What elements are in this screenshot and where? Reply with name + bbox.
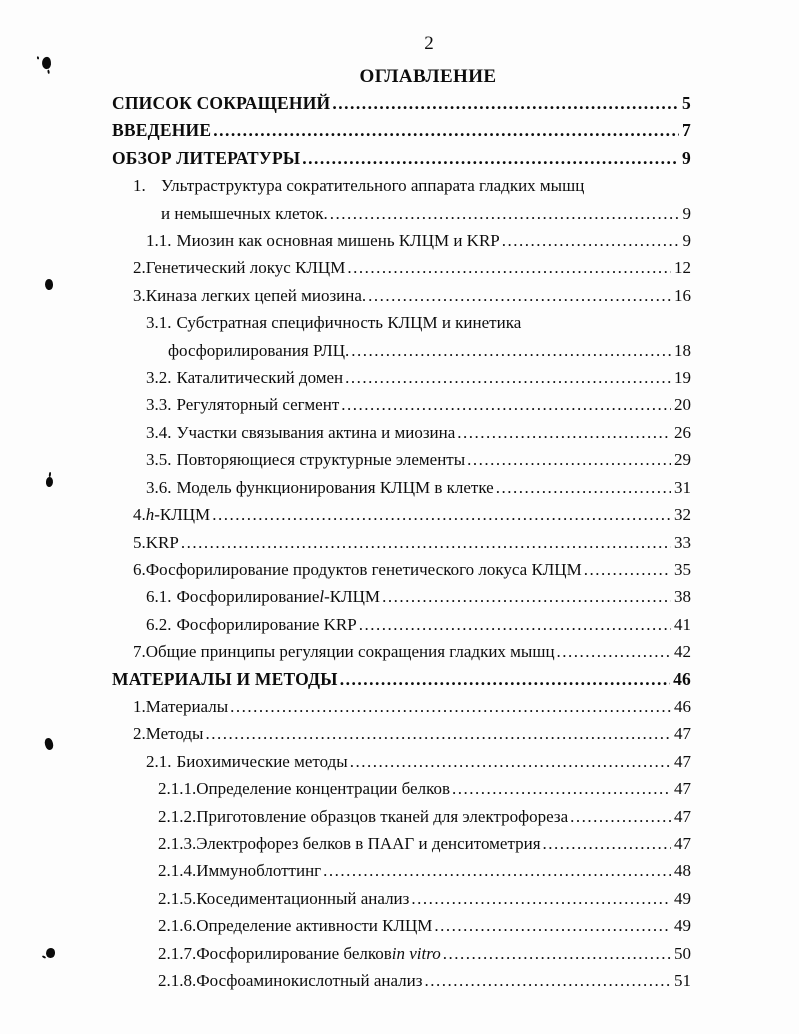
entry-number: 3.5. xyxy=(146,450,172,470)
entry-number: 5. xyxy=(133,532,146,552)
entry-number: 2. xyxy=(133,258,146,278)
entry-page-number: 49 xyxy=(674,916,691,936)
toc-entry-line xyxy=(100,830,691,857)
toc-entry-line xyxy=(100,337,691,364)
toc-entry xyxy=(100,172,691,227)
entry-label-italic: l xyxy=(319,587,325,607)
toc-entry xyxy=(100,693,691,720)
dot-leader xyxy=(368,282,671,309)
entry-number: 2.1.6. xyxy=(158,916,197,936)
dot-leader xyxy=(332,90,679,117)
entry-number: 6.1. xyxy=(146,587,172,607)
dot-leader xyxy=(230,693,671,720)
entry-number: 3.2. xyxy=(146,368,172,388)
ink-blot xyxy=(44,737,55,751)
entry-page-number: 41 xyxy=(674,614,691,634)
toc-entry-line xyxy=(100,940,691,967)
entry-page-number: 50 xyxy=(674,943,691,963)
toc-entry xyxy=(100,885,691,912)
dot-leader xyxy=(502,227,680,254)
toc-entry-line xyxy=(100,748,691,775)
dot-leader xyxy=(350,748,671,775)
entry-label: Общие принципы регуляции сокращения гладких мышц xyxy=(145,642,555,662)
entry-label: Миозин как основная мишень КЛЦМ и KRP xyxy=(176,231,500,251)
entry-page-number: 47 xyxy=(674,751,691,771)
entry-page-number: 5 xyxy=(682,93,691,113)
entry-number: 6. xyxy=(133,559,146,579)
toc-entry-line xyxy=(100,309,691,336)
toc-entry xyxy=(100,90,691,117)
entry-label: Приготовление образцов тканей для электрофореза xyxy=(196,806,569,826)
entry-label: KRP xyxy=(145,532,179,552)
toc-entry xyxy=(100,720,691,747)
entry-number: 7. xyxy=(133,642,146,662)
entry-number: 2.1.4. xyxy=(158,861,197,881)
entry-number: 3. xyxy=(133,285,146,305)
toc-entry-line xyxy=(100,474,691,501)
toc-entry-line xyxy=(100,529,691,556)
entry-label: Определение активности КЛЦМ xyxy=(196,916,433,936)
entry-label: Биохимические методы xyxy=(176,751,348,771)
entry-label: Ультраструктура сократительного аппарата гладких мышц xyxy=(161,176,585,196)
entry-page-number: 19 xyxy=(674,368,691,388)
toc-entry xyxy=(100,775,691,802)
toc-entry-line xyxy=(100,172,691,199)
entry-page-number: 38 xyxy=(674,587,691,607)
entry-number: 2.1.3. xyxy=(158,833,197,853)
dot-leader xyxy=(382,583,671,610)
ink-blot xyxy=(45,279,53,290)
dot-leader xyxy=(424,967,671,994)
entry-number: 2.1.5. xyxy=(158,888,197,908)
toc-entry-line xyxy=(100,446,691,473)
entry-page-number: 7 xyxy=(682,120,691,141)
dot-leader xyxy=(457,419,671,446)
entry-label: Модель функционирования КЛЦМ в клетке xyxy=(176,477,494,497)
ink-blot xyxy=(41,56,52,69)
dot-leader xyxy=(347,254,671,281)
toc-entry-line xyxy=(100,885,691,912)
dot-leader xyxy=(467,446,671,473)
toc-entry-line xyxy=(100,666,691,693)
toc-entry-line xyxy=(100,912,691,939)
toc-entry xyxy=(100,282,691,309)
toc-entry-line xyxy=(100,419,691,446)
toc-entry xyxy=(100,419,691,446)
entry-label: и немышечных клеток. xyxy=(161,203,328,223)
toc-entry-line xyxy=(100,857,691,884)
toc-entry xyxy=(100,803,691,830)
entry-label: ВВЕДЕНИЕ xyxy=(112,120,212,141)
entry-number: 2. xyxy=(133,724,146,744)
entry-label: Генетический локус КЛЦМ xyxy=(145,258,346,278)
toc-entry xyxy=(100,830,691,857)
dot-leader xyxy=(452,775,671,802)
toc-entry-line xyxy=(100,803,691,830)
toc-entry-line xyxy=(100,227,691,254)
toc-entry-line xyxy=(100,583,691,610)
entry-page-number: 9 xyxy=(682,203,691,223)
toc-entry-line xyxy=(100,967,691,994)
entry-page-number: 26 xyxy=(674,422,691,442)
toc-entry xyxy=(100,227,691,254)
toc-entry-line xyxy=(100,720,691,747)
entry-page-number: 20 xyxy=(674,395,691,415)
entry-label: Фосфорилирование xyxy=(176,587,320,607)
toc-entry xyxy=(100,912,691,939)
toc-entry-line xyxy=(100,611,691,638)
toc-entry-line xyxy=(100,364,691,391)
dot-leader xyxy=(584,556,671,583)
entry-page-number: 42 xyxy=(674,642,691,662)
entry-page-number: 46 xyxy=(673,668,691,689)
toc-entry xyxy=(100,857,691,884)
dot-leader xyxy=(302,145,679,172)
entry-number: 3.4. xyxy=(146,422,172,442)
entry-label: фосфорилирования РЛЦ. xyxy=(168,340,350,360)
entry-label: Участки связывания актина и миозина xyxy=(176,422,456,442)
dot-leader xyxy=(212,501,671,528)
dot-leader xyxy=(557,638,671,665)
entry-page-number: 29 xyxy=(674,450,691,470)
toc-entry xyxy=(100,145,691,172)
entry-page-number: 9 xyxy=(682,147,691,168)
dot-leader xyxy=(411,885,671,912)
entry-label: Фосфоаминокислотный анализ xyxy=(196,971,423,990)
toc-entry xyxy=(100,967,691,994)
entry-label: Каталитический домен xyxy=(176,368,344,388)
toc-entry xyxy=(100,501,691,528)
toc-entry xyxy=(100,364,691,391)
toc-entry xyxy=(100,638,691,665)
entry-label: Иммуноблоттинг xyxy=(196,861,322,881)
dot-leader xyxy=(341,391,671,418)
entry-label: Электрофорез белков в ПААГ и денситометрия xyxy=(196,833,541,853)
toc-entry-line xyxy=(100,693,691,720)
entry-page-number: 18 xyxy=(674,340,691,360)
toc-entry-line xyxy=(100,254,691,281)
entry-number: 4. xyxy=(133,505,146,525)
entry-page-number: 16 xyxy=(674,285,691,305)
entry-page-number: 51 xyxy=(674,971,691,990)
entry-label: Методы xyxy=(145,724,204,744)
entry-number: 1.1. xyxy=(146,231,172,251)
entry-label: Субстратная специфичность КЛЦМ и кинетика xyxy=(176,313,522,333)
toc-title: ОГЛАВЛЕНИЕ xyxy=(359,66,497,87)
entry-label: Фосфорилирование белков xyxy=(196,943,392,963)
entry-page-number: 33 xyxy=(674,532,691,552)
entry-label: -КЛЦМ xyxy=(324,587,381,607)
entry-page-number: 48 xyxy=(674,861,691,881)
toc-entry-line xyxy=(100,200,691,227)
dot-leader xyxy=(443,940,671,967)
entry-label: Киназа легких цепей миозина. xyxy=(145,285,367,305)
dot-leader xyxy=(434,912,671,939)
entry-label: Коседиментационный анализ xyxy=(196,888,410,908)
entry-page-number: 32 xyxy=(674,505,691,525)
toc-entry xyxy=(100,583,691,610)
toc-entry-line xyxy=(100,145,691,172)
entry-number: 3.6. xyxy=(146,477,172,497)
entry-label: Материалы xyxy=(145,696,229,716)
toc-entry-line xyxy=(100,117,691,144)
dot-leader xyxy=(543,830,671,857)
toc-entry-line xyxy=(100,556,691,583)
toc-entry xyxy=(100,556,691,583)
dot-leader xyxy=(570,803,671,830)
toc-entry xyxy=(100,446,691,473)
dot-leader xyxy=(340,666,670,693)
entry-number: 1. xyxy=(133,696,146,716)
toc-entry xyxy=(100,474,691,501)
entry-label: Регуляторный сегмент xyxy=(176,395,340,415)
entry-page-number: 31 xyxy=(674,477,691,497)
entry-number: 1. xyxy=(133,176,146,196)
entry-label: Определение концентрации белков xyxy=(196,779,450,799)
entry-label: МАТЕРИАЛЫ И МЕТОДЫ xyxy=(112,668,338,689)
toc-entry xyxy=(100,254,691,281)
table-of-contents xyxy=(100,90,691,994)
entry-page-number: 12 xyxy=(674,258,691,278)
toc-entry xyxy=(100,611,691,638)
dot-leader xyxy=(213,117,679,144)
entry-page-number: 9 xyxy=(682,231,691,251)
dot-leader xyxy=(359,611,671,638)
entry-number: 2.1.7. xyxy=(158,943,197,963)
ink-blot xyxy=(45,477,53,488)
entry-label: Фосфорилирование продуктов генетического локуса КЛЦМ xyxy=(145,559,582,579)
toc-entry-line xyxy=(100,391,691,418)
dot-leader xyxy=(181,529,671,556)
toc-entry-line xyxy=(100,775,691,802)
entry-page-number: 47 xyxy=(674,779,691,799)
toc-entry xyxy=(100,940,691,967)
toc-entry-line xyxy=(100,282,691,309)
entry-number: 2.1.8. xyxy=(158,971,197,990)
toc-entry xyxy=(100,666,691,693)
toc-entry xyxy=(100,309,691,364)
dot-leader xyxy=(205,720,671,747)
entry-number: 2.1. xyxy=(146,751,172,771)
dot-leader xyxy=(345,364,671,391)
ink-blot xyxy=(46,948,55,958)
dot-leader xyxy=(330,200,680,227)
entry-number: 2.1.1. xyxy=(158,779,197,799)
page-number: 2 xyxy=(424,33,434,54)
dot-leader xyxy=(323,857,671,884)
entry-page-number: 46 xyxy=(674,696,691,716)
dot-leader xyxy=(351,337,671,364)
entry-number: 3.1. xyxy=(146,313,172,333)
entry-label-italic: h xyxy=(145,505,155,525)
dot-leader xyxy=(496,474,671,501)
toc-entry xyxy=(100,117,691,144)
entry-number: 3.3. xyxy=(146,395,172,415)
entry-label: Повторяющиеся структурные элементы xyxy=(176,450,466,470)
entry-label: Фосфорилирование KRP xyxy=(176,614,357,634)
toc-entry xyxy=(100,748,691,775)
entry-page-number: 47 xyxy=(674,724,691,744)
entry-number: 6.2. xyxy=(146,614,172,634)
toc-entry xyxy=(100,529,691,556)
entry-page-number: 47 xyxy=(674,833,691,853)
toc-entry xyxy=(100,391,691,418)
toc-entry-line xyxy=(100,638,691,665)
entry-page-number: 47 xyxy=(674,806,691,826)
entry-label-italic: in vitro xyxy=(391,943,441,963)
entry-label: ОБЗОР ЛИТЕРАТУРЫ xyxy=(112,147,301,168)
toc-entry-line xyxy=(100,501,691,528)
entry-label: -КЛЦМ xyxy=(154,505,211,525)
entry-page-number: 49 xyxy=(674,888,691,908)
entry-page-number: 35 xyxy=(674,559,691,579)
toc-entry-line xyxy=(100,90,691,117)
entry-label: СПИСОК СОКРАЩЕНИЙ xyxy=(112,93,331,113)
entry-number: 2.1.2. xyxy=(158,806,197,826)
